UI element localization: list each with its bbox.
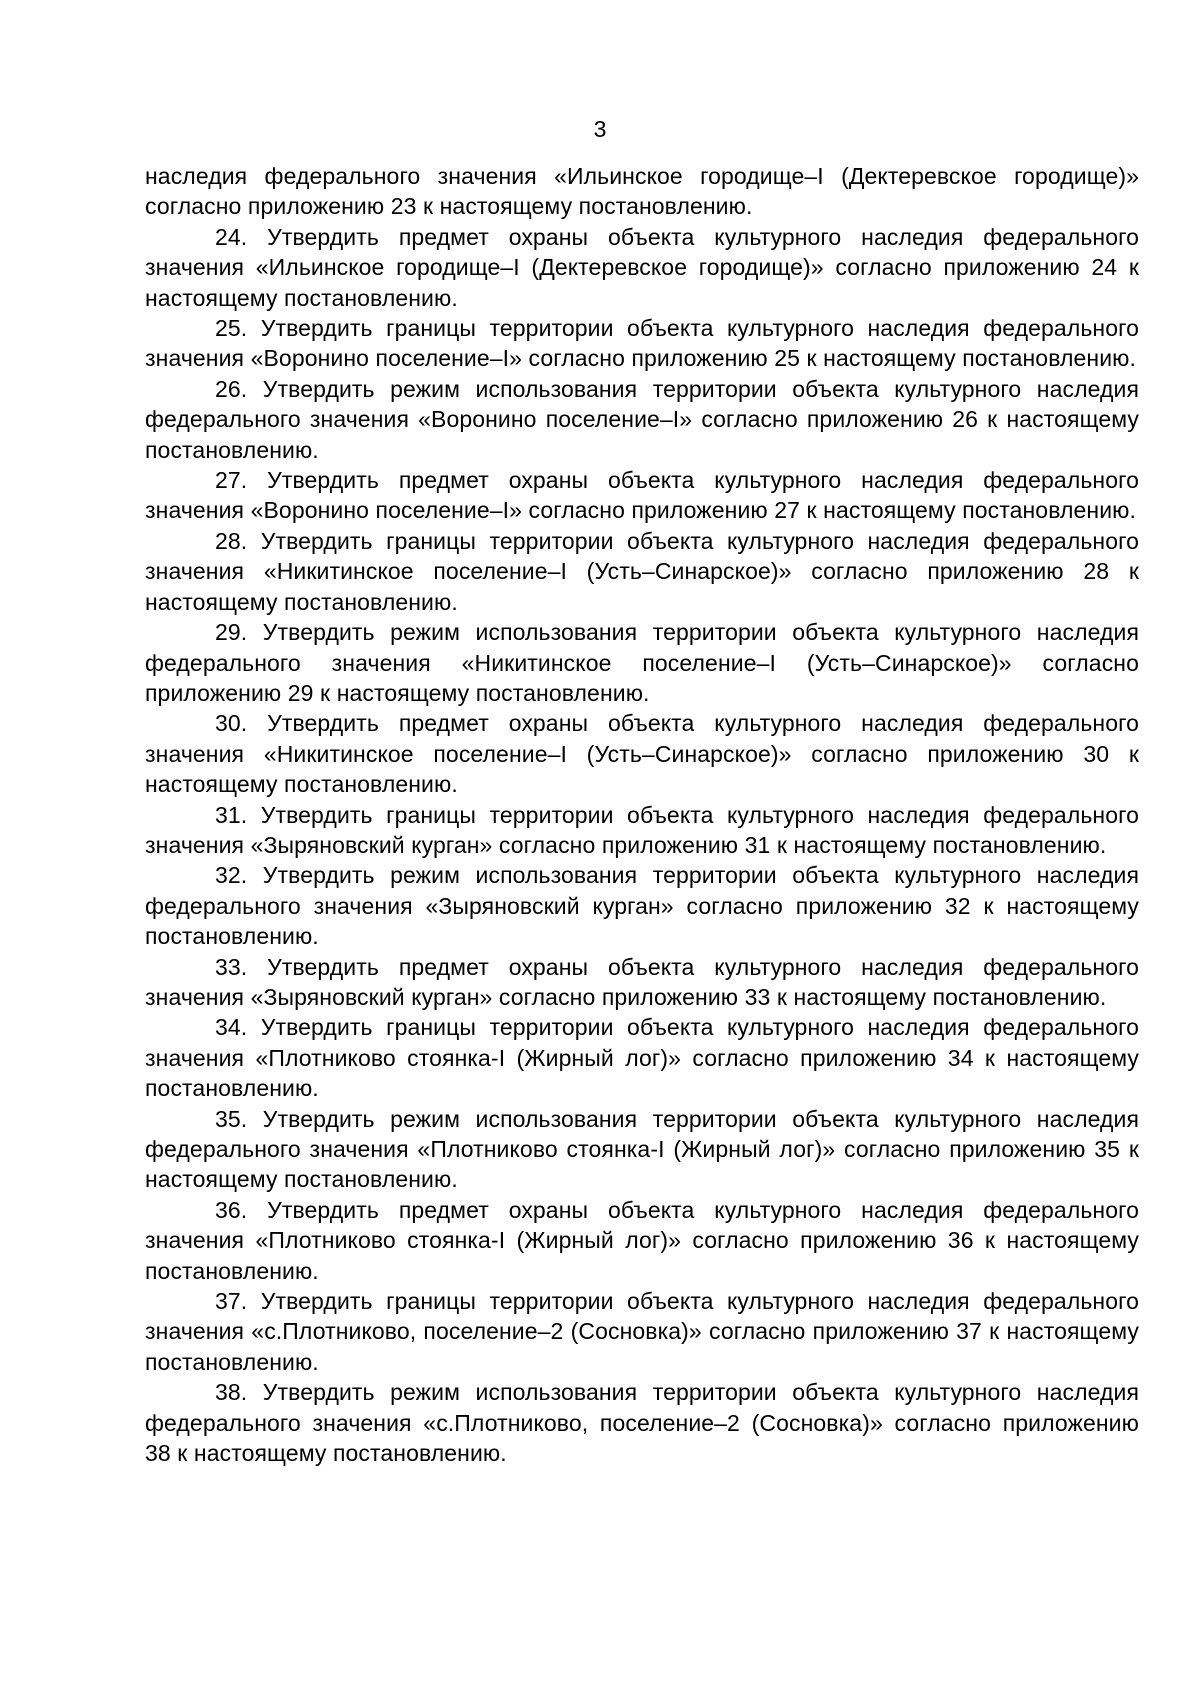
page-number: 3 [593,116,607,142]
paragraph-item-27: 27. Утвердить предмет охраны объекта культурного наследия федерального значения «Воронино поселение–I» согласно приложению 27 к настоящему постановлению. [145,467,1139,524]
paragraph-item-25: 25. Утвердить границы территории объекта культурного наследия федерального значения «Воронино поселение–I» согласно приложению 25 к настоящему постановлению. [145,315,1139,372]
paragraph-item-33: 33. Утвердить предмет охраны объекта культурного наследия федерального значения «Зыряновский курган» согласно приложению 33 к настоящему постановлению. [145,953,1139,1010]
paragraph-item-28: 28. Утвердить границы территории объекта культурного наследия федерального значения «Никитинское поселение–I (Усть–Синарское)» согласно приложению 28 к настоящему постановлению. [145,527,1139,615]
paragraph-item-31: 31. Утвердить границы территории объекта культурного наследия федерального значения «Зыряновский курган» согласно приложению 31 к настоящему постановлению. [145,801,1139,858]
paragraph-item-29: 29. Утвердить режим использования территории объекта культурного наследия федерального значения «Никитинское поселение–I (Усть–Синарское)» согласно приложению 29 к настоящему постановлению. [145,619,1139,706]
paragraph-item-30: 30. Утвердить предмет охраны объекта культурного наследия федерального значения «Никитинское поселение–I (Усть–Синарское)» согласно приложению 30 к настоящему постановлению. [145,710,1139,798]
paragraph-item-24: 24. Утвердить предмет охраны объекта культурного наследия федерального значения «Ильинское городище–I (Дектеревское городище)» согласно приложению 24 к настоящему постановлению. [145,223,1139,311]
paragraph-item-35: 35. Утвердить режим использования территории объекта культурного наследия федерального значения «Плотниково стоянка-I (Жирный лог)» согласно приложению 35 к настоящему постановлению. [145,1105,1139,1193]
paragraph-item-26: 26. Утвердить режим использования территории объекта культурного наследия федерального значения «Воронино поселение–I» согласно приложению 26 к настоящему постановлению. [145,375,1139,463]
paragraph-item-34: 34. Утвердить границы территории объекта культурного наследия федерального значения «Плотниково стоянка-I (Жирный лог)» согласно приложению 34 к настоящему постановлению. [145,1014,1139,1102]
paragraph-item-38: 38. Утвердить режим использования территории объекта культурного наследия федерального значения «с.Плотниково, поселение–2 (Сосновка)» согласно приложению 38 к настоящему постановлению. [145,1379,1139,1467]
paragraph-continuation: наследия федерального значения «Ильинское городище–I (Дектеревское городище)» согласно приложению 23 к настоящему постановлению. [145,163,1139,220]
paragraph-item-32: 32. Утвердить режим использования территории объекта культурного наследия федерального значения «Зыряновский курган» согласно приложению 32 к настоящему постановлению. [145,862,1139,950]
paragraph-item-37: 37. Утвердить границы территории объекта культурного наследия федерального значения «с.Плотниково, поселение–2 (Сосновка)» согласно приложению 37 к настоящему постановлению. [145,1288,1139,1375]
paragraph-item-36: 36. Утвердить предмет охраны объекта культурного наследия федерального значения «Плотниково стоянка-I (Жирный лог)» согласно приложению 36 к настоящему постановлению. [145,1196,1139,1284]
document-body [145,161,1139,1468]
